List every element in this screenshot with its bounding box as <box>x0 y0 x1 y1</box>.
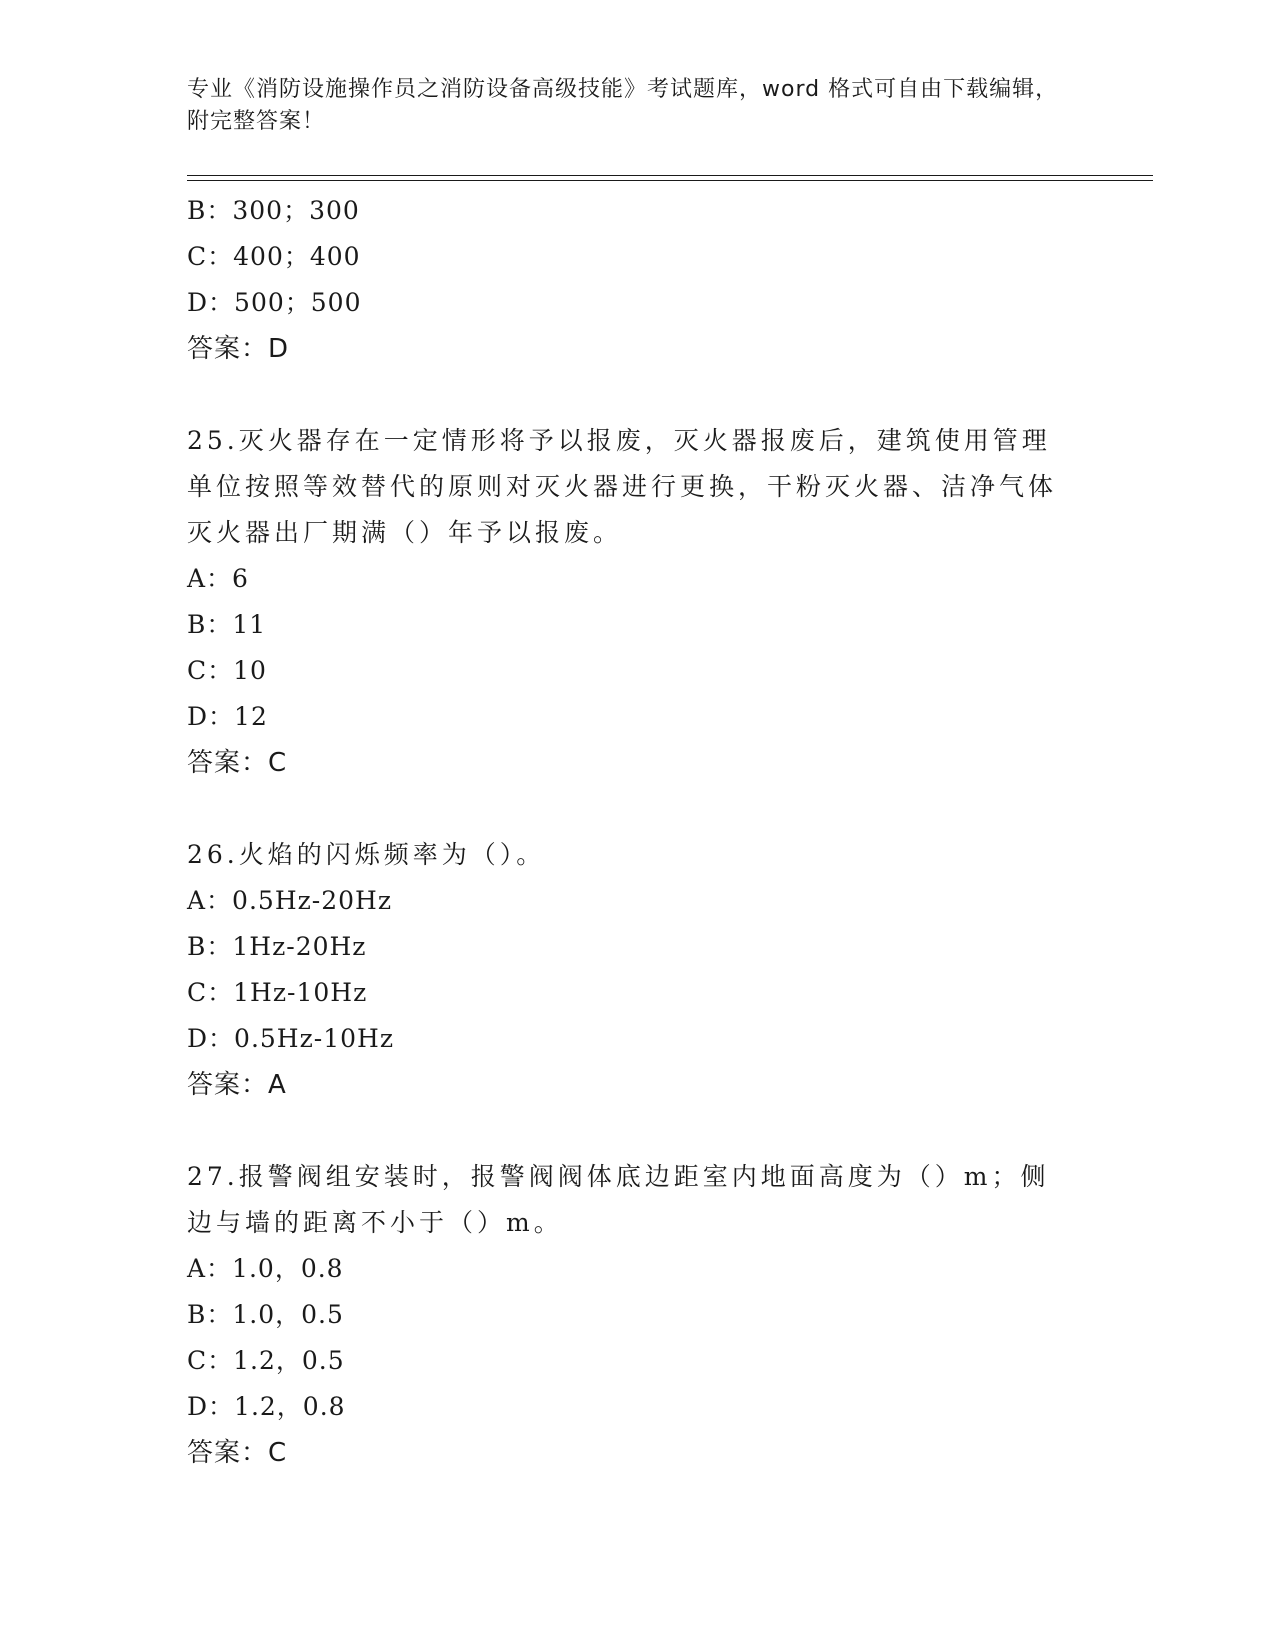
question-content <box>187 188 1087 1476</box>
option-d: D：1.2，0.8 <box>187 1392 346 1421</box>
document-header: 专业《消防设施操作员之消防设备高级技能》考试题库，word 格式可自由下载编辑，附完整答案！ <box>187 77 1059 134</box>
option-a: A：6 <box>187 564 249 593</box>
option-a: A：1.0，0.8 <box>187 1254 344 1283</box>
spacer <box>187 786 1087 832</box>
option-c: C：400；400 <box>187 242 361 271</box>
question-stem: 26.火焰的闪烁频率为（）。 <box>187 840 546 869</box>
option-c: C：1.2，0.5 <box>187 1346 345 1375</box>
option-d: D：500；500 <box>187 288 362 317</box>
answer-line: 答案：C <box>187 748 288 778</box>
question-26 <box>187 832 1087 1108</box>
spacer <box>187 372 1087 418</box>
question-stem: 25.灭火器存在一定情形将予以报废，灭火器报废后，建筑使用管理单位按照等效替代的原则对灭火器进行更换，干粉灭火器、洁净气体灭火器出厂期满（）年予以报废。 <box>187 426 1058 547</box>
question-stem: 27.报警阀组安装时，报警阀阀体底边距室内地面高度为（）m；侧边与墙的距离不小于（）m。 <box>187 1162 1050 1237</box>
option-d: D：0.5Hz-10Hz <box>187 1024 395 1053</box>
option-b: B：300；300 <box>187 196 360 225</box>
question-27 <box>187 1154 1087 1476</box>
option-b: B：1Hz-20Hz <box>187 932 367 961</box>
option-d: D：12 <box>187 702 268 731</box>
header-divider-top <box>187 175 1153 176</box>
option-b: B：1.0，0.5 <box>187 1300 344 1329</box>
answer-line: 答案：D <box>187 334 290 364</box>
option-c: C：10 <box>187 656 267 685</box>
header-divider-bottom <box>187 180 1153 181</box>
option-c: C：1Hz-10Hz <box>187 978 368 1007</box>
answer-line: 答案：C <box>187 1438 288 1468</box>
previous-question-tail <box>187 188 1087 372</box>
question-25 <box>187 418 1087 786</box>
option-a: A：0.5Hz-20Hz <box>187 886 393 915</box>
answer-line: 答案：A <box>187 1070 287 1100</box>
option-b: B：11 <box>187 610 267 639</box>
spacer <box>187 1108 1087 1154</box>
